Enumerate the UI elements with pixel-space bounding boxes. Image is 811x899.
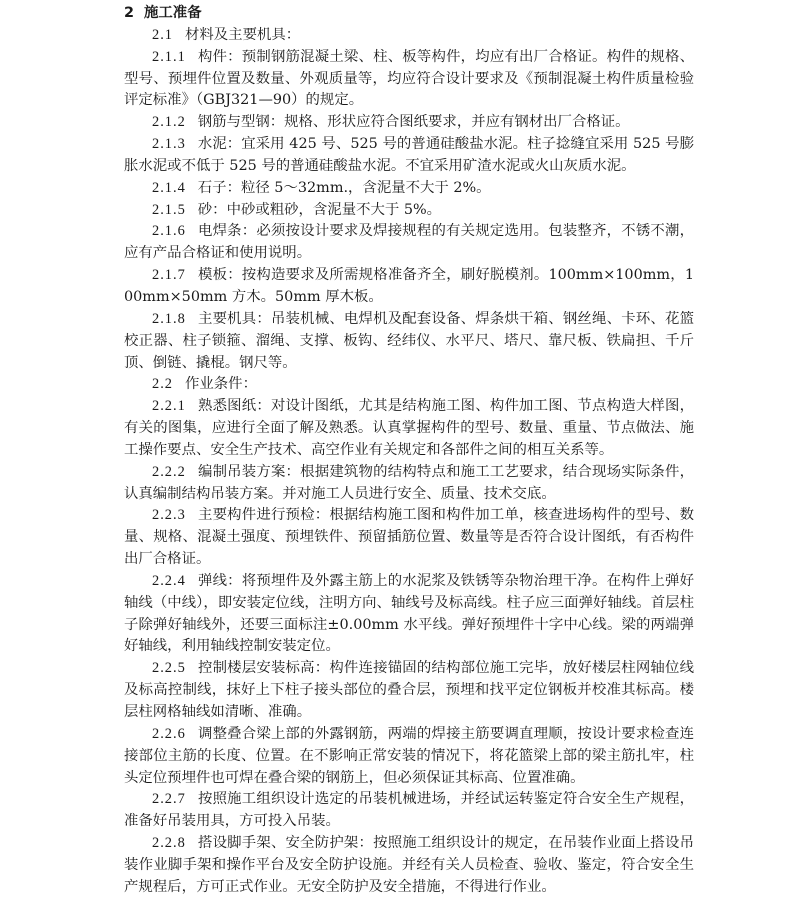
subsection-number: 2.2 bbox=[152, 376, 173, 393]
clause-paragraph bbox=[124, 221, 694, 265]
clause-text: 控制楼层安装标高：构件连接锚固的结构部位施工完毕，放好楼层柱网轴位线及标高控制线，抹好上下柱子接头部位的叠合层，预埋和找平定位钢板并校准其标高。楼层柱网格轴线如清晰、准确。 bbox=[124, 660, 694, 720]
clause-number: 2.1.2 bbox=[152, 114, 186, 131]
clause-text: 构件：预制钢筋混凝土梁、柱、板等构件，均应有出厂合格证。构件的规格、型号、预埋件位置及数量、外观质量等，均应符合设计要求及《预制混凝土构件质量检验评定标准》（GBJ321—90）的规定。 bbox=[124, 48, 694, 109]
clause-paragraph bbox=[124, 658, 694, 724]
subsection-heading bbox=[124, 25, 694, 47]
clause-number: 2.2.7 bbox=[152, 791, 186, 808]
clause-paragraph bbox=[124, 724, 694, 790]
clause-paragraph bbox=[124, 571, 694, 658]
clause-paragraph bbox=[124, 112, 694, 134]
clause-text: 钢筋与型钢：规格、形状应符合图纸要求，并应有钢材出厂合格证。 bbox=[197, 114, 630, 131]
clause-paragraph bbox=[124, 200, 694, 222]
section-heading bbox=[124, 3, 694, 25]
clause-number: 2.2.3 bbox=[152, 507, 186, 524]
clause-number: 2.2.2 bbox=[152, 463, 186, 480]
clause-text: 主要机具：吊装机械、电焊机及配套设备、焊条烘干箱、钢丝绳、卡环、花篮校正器、柱子锁箍、溜绳、支撑、板钩、经纬仪、水平尺、塔尺、靠尺板、铁扁担、千斤顶、倒链、撬棍。钢尺等。 bbox=[124, 310, 694, 371]
clause-number: 2.1.3 bbox=[152, 136, 186, 153]
clause-text: 弹线：将预埋件及外露主筋上的水泥浆及铁锈等杂物治理干净。在构件上弹好轴线（中线），即安装定位线，注明方向、轴线号及标高线。柱子应三面弹好轴线。首层柱子除弹好轴线外，还要三面标注±0.00mm 水平线。弹好预埋件十字中心线。梁的两端弹好轴线，利用轴线控制安装定位。 bbox=[124, 572, 694, 655]
clause-number: 2.2.5 bbox=[152, 660, 186, 677]
clause-paragraph bbox=[124, 396, 694, 462]
clause-number: 2.1.8 bbox=[152, 310, 186, 327]
clause-paragraph bbox=[124, 505, 694, 571]
subsection-heading bbox=[124, 374, 694, 396]
section-number: 2 bbox=[124, 5, 135, 21]
clause-text: 调整叠合梁上部的外露钢筋，两端的焊接主筋要调直理顺，按设计要求检查连接部位主筋的长度、位置。在不影响正常安装的情况下，将花篮梁上部的梁主筋扎牢，柱头定位预埋件也可焊在叠合梁的钢筋上，但必须保证其标高、位置准确。 bbox=[124, 725, 694, 786]
clause-paragraph bbox=[124, 462, 694, 506]
clause-text: 电焊条：必须按设计要求及焊接规程的有关规定选用。包装整齐，不锈不潮，应有产品合格证和使用说明。 bbox=[124, 223, 694, 262]
clause-paragraph bbox=[124, 309, 694, 375]
clause-number: 2.1.1 bbox=[152, 48, 186, 65]
clause-text: 熟悉图纸：对设计图纸，尤其是结构施工图、构件加工图、节点构造大样图，有关的图集，应进行全面了解及熟悉。认真掌握构件的型号、数量、重量、节点做法、施工操作要点、安全生产技术、高空作业有关规定和各部件之间的相互关系等。 bbox=[124, 398, 694, 458]
clause-paragraph bbox=[124, 789, 694, 833]
section-title: 施工准备 bbox=[144, 5, 202, 21]
clause-paragraph bbox=[124, 178, 694, 200]
clause-text: 石子：粒径 5～32mm.，含泥量不大于 2%。 bbox=[197, 179, 491, 196]
clause-number: 2.2.6 bbox=[152, 725, 186, 742]
clause-number: 2.2.8 bbox=[152, 835, 186, 852]
subsection-title: 材料及主要机具： bbox=[185, 26, 301, 43]
clause-paragraph bbox=[124, 134, 694, 178]
clause-paragraph bbox=[124, 265, 694, 309]
clause-number: 2.1.4 bbox=[152, 179, 186, 196]
clause-text: 编制吊装方案：根据建筑物的结构特点和施工工艺要求，结合现场实际条件，认真编制结构吊装方案。并对施工人员进行安全、质量、技术交底。 bbox=[124, 463, 694, 502]
clause-text: 砂：中砂或粗砂，含泥量不大于 5%。 bbox=[197, 201, 442, 218]
clause-text: 按照施工组织设计选定的吊装机械进场，并经试运转鉴定符合安全生产规程，准备好吊装用具，方可投入吊装。 bbox=[124, 791, 694, 830]
clause-number: 2.1.5 bbox=[152, 201, 186, 218]
subsection-number: 2.1 bbox=[152, 26, 173, 43]
clause-text: 水泥：宜采用 425 号、525 号的普通硅酸盐水泥。柱子捻缝宜采用 525 号膨胀水泥或不低于 525 号的普通硅酸盐水泥。不宜采用矿渣水泥或火山灰质水泥。 bbox=[124, 136, 694, 174]
clause-number: 2.2.4 bbox=[152, 572, 186, 589]
clause-text: 主要构件进行预检：根据结构施工图和构件加工单，核查进场构件的型号、数量、规格、混凝土强度、预埋铁件、预留插筋位置、数量等是否符合设计图纸，有否构件出厂合格证。 bbox=[124, 507, 694, 568]
clause-paragraph bbox=[124, 833, 694, 899]
clause-number: 2.2.1 bbox=[152, 398, 186, 415]
clause-text: 模板：按构造要求及所需规格准备齐全，刷好脱模剂。100mm×100mm，100mm×50mm 方木。50mm 厚木板。 bbox=[124, 267, 694, 305]
clause-number: 2.1.6 bbox=[152, 223, 186, 240]
clause-number: 2.1.7 bbox=[152, 267, 186, 284]
clause-text: 搭设脚手架、安全防护架：按照施工组织设计的规定，在吊装作业面上搭设吊装作业脚手架和操作平台及安全防护设施。并经有关人员检查、验收、鉴定，符合安全生产规程后，方可正式作业。无安全防护及安全措施，不得进行作业。 bbox=[124, 835, 694, 895]
clause-paragraph bbox=[124, 47, 694, 113]
document-page bbox=[124, 3, 694, 899]
subsection-title: 作业条件： bbox=[185, 376, 257, 393]
